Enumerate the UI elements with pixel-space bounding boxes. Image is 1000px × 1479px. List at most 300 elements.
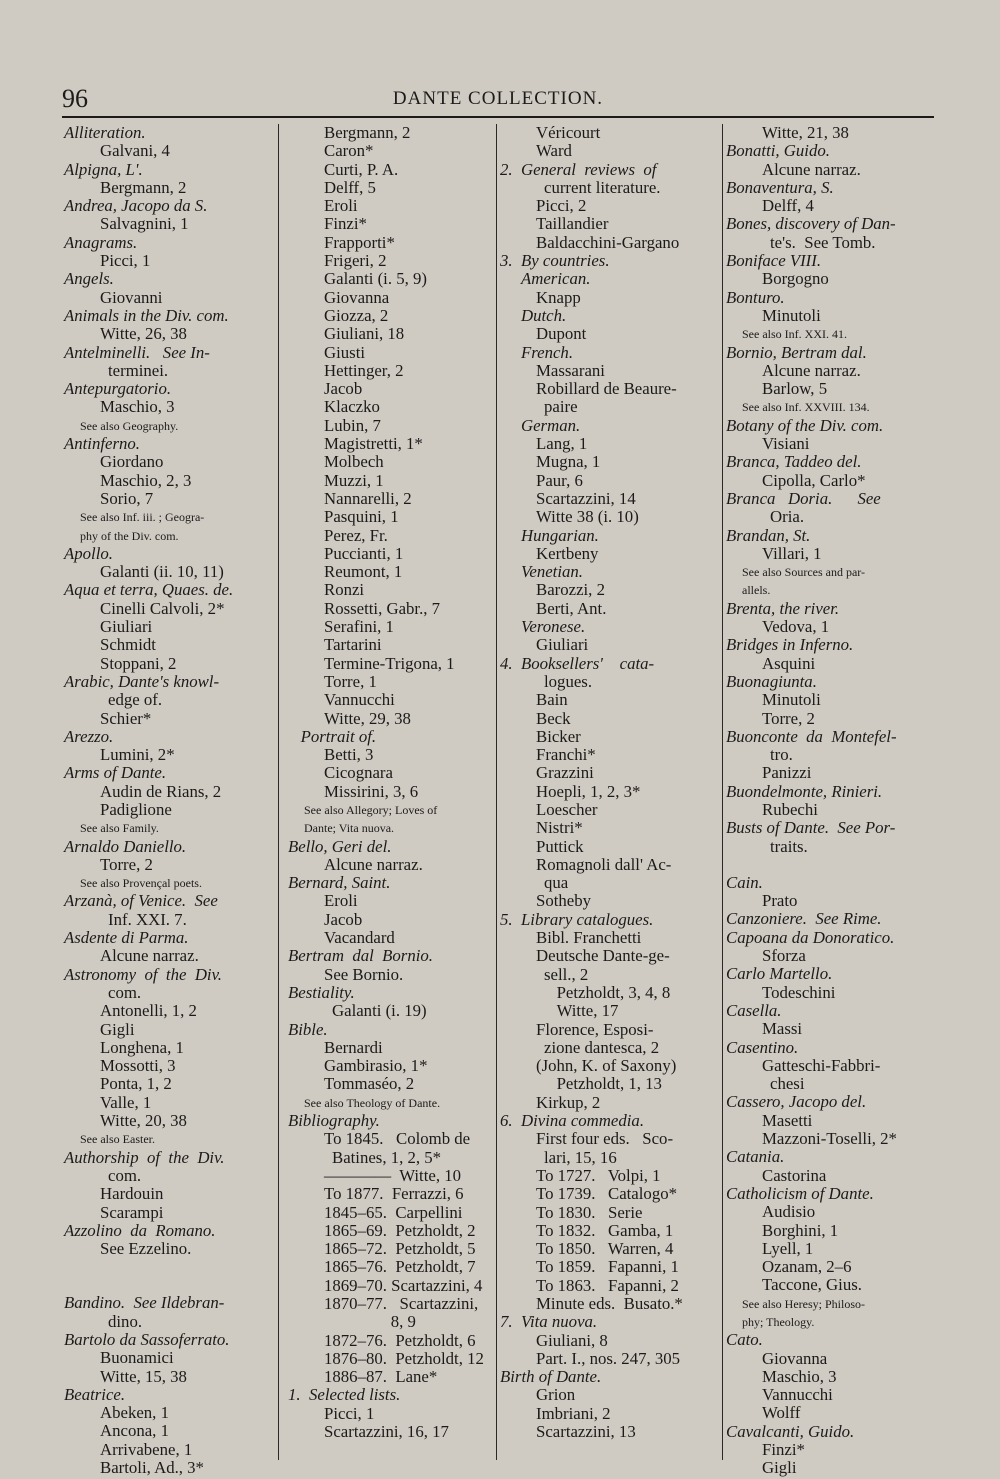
index-entry: Buonamici <box>100 1348 174 1368</box>
index-heading: Carlo Martello. <box>726 964 833 984</box>
see-also-note: See also Inf. XXVIII. 134. <box>742 400 870 415</box>
index-heading: Venetian. <box>500 562 583 582</box>
index-heading: American. <box>500 269 591 289</box>
index-entry: Serafini, 1 <box>324 617 394 637</box>
index-entry: Minutoli <box>762 305 821 325</box>
index-entry: To 1845. Colomb de <box>324 1129 471 1149</box>
index-entry: Alcune narraz. <box>762 360 861 380</box>
index-heading: Antinferno. <box>64 434 140 454</box>
index-heading: Casella. <box>726 1000 782 1020</box>
index-entry: To 1832. Gamba, 1 <box>536 1220 674 1240</box>
index-entry: Nannarelli, 2 <box>324 488 412 508</box>
index-entry: Sorio, 7 <box>100 488 154 508</box>
index-continuation: te's. See Tomb. <box>770 232 876 252</box>
index-heading: Antelminelli. See In- <box>64 342 210 362</box>
index-entry: Beck <box>536 708 571 728</box>
index-heading: Branca, Taddeo del. <box>726 452 862 472</box>
index-heading: Buonconte da Montefel- <box>726 726 897 746</box>
index-entry: Minutoli <box>762 690 821 710</box>
index-continuation: Inf. XXI. 7. <box>108 909 187 929</box>
index-entry: Klaczko <box>324 397 380 417</box>
index-entry: Longhena, 1 <box>100 1037 184 1057</box>
index-entry: See Bornio. <box>324 964 404 984</box>
index-heading: Bandino. See Ildebran- <box>64 1293 225 1313</box>
index-heading: Apollo. <box>64 543 113 563</box>
index-continuation: terminei. <box>108 360 169 380</box>
index-entry: Eroli <box>324 891 358 911</box>
index-entry: Giovanna <box>762 1348 828 1368</box>
index-heading: Bible. <box>288 1019 328 1039</box>
index-entry: Galanti (ii. 10, 11) <box>100 562 224 582</box>
index-entry: Hardouin <box>100 1184 164 1204</box>
see-also-note: See also Family. <box>80 821 159 836</box>
index-entry: Lang, 1 <box>536 434 588 454</box>
index-heading: Bornio, Bertram dal. <box>726 342 867 362</box>
index-entry: Giozza, 2 <box>324 305 389 325</box>
index-heading: Bonaventura, S. <box>726 177 834 197</box>
index-entry: Ozanam, 2–6 <box>762 1257 852 1277</box>
index-entry: Valle, 1 <box>100 1092 152 1112</box>
index-heading: 6. Divina commedia. <box>500 1111 645 1131</box>
see-also-note: See also Sources and par- <box>742 565 866 580</box>
index-entry: Vacandard <box>324 928 395 948</box>
index-entry: Lumini, 2* <box>100 745 175 765</box>
index-entry: Mugna, 1 <box>536 452 601 472</box>
index-heading: German. <box>500 415 581 435</box>
index-entry: Arrivabene, 1 <box>100 1439 193 1459</box>
index-entry: ———— Witte, 10 <box>324 1165 461 1185</box>
see-also-note: phy; Theology. <box>742 1315 815 1329</box>
index-entry: Visiani <box>762 434 810 454</box>
index-entry: Paur, 6 <box>536 470 583 490</box>
index-heading: Animals in the Div. com. <box>64 305 229 325</box>
index-entry: Bicker <box>536 726 581 746</box>
index-entry: Bartoli, Ad., 3* <box>100 1458 204 1478</box>
index-entry: Scartazzini, 14 <box>536 488 636 508</box>
index-entry: Scarampi <box>100 1202 164 1222</box>
index-heading: Bonatti, Guido. <box>726 141 830 161</box>
see-also-note: See also Inf. iii. ; Geogra- <box>80 510 205 525</box>
index-heading: Buondelmonte, Rinieri. <box>726 781 883 801</box>
index-entry: Tommaséo, 2 <box>324 1074 415 1094</box>
see-also-note: See also Allegory; Loves of <box>304 802 438 817</box>
index-continuation: tro. <box>770 745 793 765</box>
index-column-1 <box>64 123 274 1478</box>
index-entry: (John, K. of Saxony) <box>536 1056 677 1076</box>
index-entry: Deutsche Dante-ge- <box>536 946 670 966</box>
index-heading: Brenta, the river. <box>726 598 840 618</box>
index-entry: Gigli <box>100 1019 135 1039</box>
index-entry: Torre, 2 <box>762 708 815 728</box>
index-entry: Giovanna <box>324 287 390 307</box>
index-continuation: Galanti (i. 19) <box>332 1001 427 1021</box>
index-entry: Missirini, 3, 6 <box>324 781 419 801</box>
index-entry: Grion <box>536 1385 576 1405</box>
index-heading: Aqua et terra, Quaes. de. <box>64 580 234 600</box>
index-continuation: chesi <box>770 1074 805 1094</box>
index-entry: Frigeri, 2 <box>324 251 387 271</box>
page-header <box>62 84 934 114</box>
index-entry: Galvani, 4 <box>100 141 170 161</box>
header-rule <box>62 116 934 118</box>
index-entry: Frapporti* <box>324 232 395 252</box>
see-also-note: See also Theology of Dante. <box>304 1095 441 1110</box>
index-entry: Florence, Esposi- <box>536 1019 654 1039</box>
index-entry: Ronzi <box>324 580 365 600</box>
index-entry: Prato <box>762 891 798 911</box>
page-number: 96 <box>62 84 88 113</box>
index-entry: Sotheby <box>536 891 592 911</box>
index-entry: Villari, 1 <box>762 543 822 563</box>
index-entry: Cinelli Calvoli, 2* <box>100 598 225 618</box>
index-entry: Hettinger, 2 <box>324 360 404 380</box>
index-continuation: com. <box>108 1165 142 1185</box>
index-entry: Abeken, 1 <box>100 1403 169 1423</box>
index-continuation: traits. <box>770 836 808 856</box>
index-entry: Alcune narraz. <box>762 159 861 179</box>
index-continuation: Batines, 1, 2, 5* <box>332 1147 442 1167</box>
index-entry: Scartazzini, 13 <box>536 1422 636 1442</box>
index-entry: Finzi* <box>762 1440 805 1460</box>
index-entry: To 1863. Fapanni, 2 <box>536 1275 679 1295</box>
index-entry: Ward <box>536 141 572 161</box>
index-entry: 1865–76. Petzholdt, 7 <box>324 1257 476 1277</box>
index-column-4 <box>726 123 938 1478</box>
index-entry: Gatteschi-Fabbri- <box>762 1055 881 1075</box>
index-heading: Dutch. <box>500 305 567 325</box>
index-entry: 1865–72. Petzholdt, 5 <box>324 1239 476 1259</box>
index-entry: Mazzoni-Toselli, 2* <box>762 1129 897 1149</box>
index-entry: Witte, 20, 38 <box>100 1111 187 1131</box>
index-entry: Franchi* <box>536 745 596 765</box>
index-continuation: Petzholdt, 3, 4, 8 <box>544 982 671 1002</box>
index-entry: Hoepli, 1, 2, 3* <box>536 781 641 801</box>
index-heading: Antepurgatorio. <box>64 379 172 399</box>
index-entry: Ponta, 1, 2 <box>100 1074 172 1094</box>
index-continuation: Witte, 17 <box>544 1001 619 1021</box>
index-entry: Finzi* <box>324 214 367 234</box>
see-also-note: allels. <box>742 583 771 598</box>
index-entry: Alcune narraz. <box>324 854 423 874</box>
index-entry: Perez, Fr. <box>324 525 388 545</box>
index-entry: Witte, 15, 38 <box>100 1366 187 1386</box>
index-continuation: edge of. <box>108 690 163 710</box>
index-entry: Taillandier <box>536 214 609 234</box>
index-heading: Andrea, Jacopo da S. <box>64 196 208 216</box>
index-heading: Portrait of. <box>288 726 377 746</box>
index-heading: 1. Selected lists. <box>288 1385 401 1405</box>
index-heading: Asdente di Parma. <box>64 928 189 948</box>
index-heading: Arabic, Dante's knowl- <box>64 671 220 691</box>
index-entry: Ancona, 1 <box>100 1421 169 1441</box>
index-entry: Maschio, 3 <box>762 1366 837 1386</box>
index-heading: Casentino. <box>726 1037 799 1057</box>
index-entry: Schmidt <box>100 635 156 655</box>
index-entry: Schier* <box>100 708 152 728</box>
index-heading: Bertram dal Bornio. <box>288 946 433 966</box>
index-heading: Alliteration. <box>64 123 146 142</box>
index-continuation: com. <box>108 982 142 1002</box>
index-continuation: qua <box>544 873 569 893</box>
index-entry: Giuliani, 18 <box>324 324 405 344</box>
see-also-note: phy of the Div. com. <box>80 528 179 543</box>
index-heading: 7. Vita nuova. <box>500 1312 598 1332</box>
index-entry: Witte, 26, 38 <box>100 324 187 344</box>
index-heading: Bello, Geri del. <box>288 836 392 856</box>
index-entry: Dupont <box>536 324 587 344</box>
index-entry: Romagnoli dall' Ac- <box>536 854 672 874</box>
index-entry: 1865–69. Petzholdt, 2 <box>324 1220 476 1240</box>
index-entry: Magistretti, 1* <box>324 434 423 454</box>
index-continuation: paire <box>544 397 578 417</box>
index-entry: Maschio, 3 <box>100 397 175 417</box>
index-entry: Termine-Trigona, 1 <box>324 653 455 673</box>
index-heading: Cassero, Jacopo del. <box>726 1092 867 1112</box>
index-heading: Cain. <box>726 872 763 892</box>
index-column-3 <box>500 124 720 1469</box>
index-entry: Torre, 2 <box>100 854 153 874</box>
index-heading: Cavalcanti, Guido. <box>726 1421 855 1441</box>
index-heading: 4. Booksellers' cata- <box>500 653 655 673</box>
index-heading: Botany of the Div. com. <box>726 415 884 435</box>
index-entry: First four eds. Sco- <box>536 1129 674 1149</box>
index-entry: Sforza <box>762 946 806 966</box>
index-continuation: logues. <box>544 671 593 691</box>
index-entry: Kirkup, 2 <box>536 1092 601 1112</box>
index-entry: 1869–70. Scartazzini, 4 <box>324 1275 483 1295</box>
index-entry: Barozzi, 2 <box>536 580 605 600</box>
see-also-note: See also Heresy; Philoso- <box>742 1296 865 1311</box>
index-entry: Lubin, 7 <box>324 415 381 435</box>
index-entry: See Ezzelino. <box>100 1239 192 1259</box>
spacer <box>64 1276 274 1294</box>
index-entry: Eroli <box>324 196 358 216</box>
index-entry: Stoppani, 2 <box>100 653 177 673</box>
index-entry: Torre, 1 <box>324 671 377 691</box>
running-head: DANTE COLLECTION. <box>392 88 604 109</box>
index-continuation: lari, 15, 16 <box>544 1147 617 1167</box>
column-divider <box>496 124 497 1460</box>
index-heading: Bartolo da Sassoferrato. <box>64 1330 230 1349</box>
index-entry: Betti, 3 <box>324 745 374 765</box>
column-divider <box>278 124 279 1460</box>
index-entry: Bergmann, 2 <box>324 123 411 142</box>
index-entry: Rossetti, Gabr., 7 <box>324 598 441 618</box>
index-entry: Vannucchi <box>762 1385 833 1405</box>
index-heading: Arms of Dante. <box>64 763 167 783</box>
index-entry: Tartarini <box>324 635 382 655</box>
index-heading: Beatrice. <box>64 1384 126 1404</box>
index-entry: Audin de Rians, 2 <box>100 781 222 801</box>
index-heading: Catholicism of Dante. <box>726 1183 874 1203</box>
index-entry: Castorina <box>762 1165 827 1185</box>
index-entry: Reumont, 1 <box>324 562 403 582</box>
index-heading: Angels. <box>64 269 114 289</box>
index-heading: 2. General reviews of <box>500 159 657 179</box>
index-entry: Nistri* <box>536 818 583 838</box>
see-also-note: See also Easter. <box>80 1132 155 1147</box>
index-entry: To 1739. Catalogo* <box>536 1184 677 1204</box>
index-entry: Alcune narraz. <box>100 946 199 966</box>
index-entry: Mossotti, 3 <box>100 1056 176 1076</box>
index-entry: Salvagnini, 1 <box>100 214 189 234</box>
index-entry: Bibl. Franchetti <box>536 928 642 948</box>
index-entry: Jacob <box>324 909 363 929</box>
index-entry: Borghini, 1 <box>762 1220 839 1240</box>
index-entry: Jacob <box>324 379 363 399</box>
index-heading: Bonturo. <box>726 287 785 307</box>
index-entry: Muzzi, 1 <box>324 470 384 490</box>
index-entry: Rubechi <box>762 799 818 819</box>
index-entry: Giordano <box>100 452 164 472</box>
index-entry: Giuliani, 8 <box>536 1330 608 1350</box>
index-heading: Arzanà, of Venice. See <box>64 891 218 911</box>
index-entry: Berti, Ant. <box>536 598 607 618</box>
index-entry: Antonelli, 1, 2 <box>100 1001 197 1021</box>
index-entry: Picci, 2 <box>536 196 587 216</box>
index-continuation: current literature. <box>544 177 661 197</box>
index-entry: Witte 38 (i. 10) <box>536 507 639 527</box>
index-entry: Molbech <box>324 452 384 472</box>
index-entry: Giuliari <box>100 617 153 637</box>
index-heading: 5. Library catalogues. <box>500 909 654 929</box>
index-entry: 1876–80. Petzholdt, 12 <box>324 1348 484 1368</box>
index-entry: Asquini <box>762 653 816 673</box>
index-entry: Gigli <box>762 1458 797 1478</box>
index-entry: To 1877. Ferrazzi, 6 <box>324 1184 464 1204</box>
index-entry: Taccone, Gius. <box>762 1275 862 1295</box>
index-continuation: Oria. <box>770 507 805 527</box>
index-entry: 1845–65. Carpellini <box>324 1202 463 1222</box>
index-entry: Imbriani, 2 <box>536 1403 611 1423</box>
index-entry: Curti, P. A. <box>324 159 399 179</box>
index-entry: Delff, 5 <box>324 177 376 197</box>
see-also-note: Dante; Vita nuova. <box>304 821 395 836</box>
index-heading: Anagrams. <box>64 232 138 252</box>
index-heading: Astronomy of the Div. <box>64 964 222 984</box>
index-entry: Massi <box>762 1019 803 1039</box>
index-entry: Delff, 4 <box>762 196 814 216</box>
index-heading: Brandan, St. <box>726 525 811 545</box>
index-heading: Bridges in Inferno. <box>726 635 854 655</box>
index-heading: Bones, discovery of Dan- <box>726 214 896 234</box>
index-entry: Wolff <box>762 1403 801 1423</box>
index-entry: Borgogno <box>762 269 829 289</box>
index-entry: Grazzini <box>536 763 594 783</box>
index-entry: Masetti <box>762 1110 813 1130</box>
index-entry: Kertbeny <box>536 543 599 563</box>
index-entry: Galanti (i. 5, 9) <box>324 269 427 289</box>
index-heading: Branca Doria. See <box>726 488 881 508</box>
column-divider <box>722 124 723 1460</box>
index-entry: Giovanni <box>100 287 163 307</box>
index-entry: 1870–77. Scartazzini, <box>324 1294 479 1313</box>
index-entry: Audisio <box>762 1202 816 1222</box>
index-heading: Busts of Dante. See Por- <box>726 818 896 838</box>
index-continuation: Petzholdt, 1, 13 <box>544 1074 662 1094</box>
index-entry: Barlow, 5 <box>762 379 828 399</box>
index-entry: 1872–76. Petzholdt, 6 <box>324 1330 476 1350</box>
index-entry: Minute eds. Busato.* <box>536 1294 683 1313</box>
spacer <box>64 1258 274 1276</box>
index-entry: Knapp <box>536 287 581 307</box>
index-entry: Puttick <box>536 836 584 856</box>
index-entry: Vedova, 1 <box>762 617 830 637</box>
index-heading: Alpigna, L'. <box>64 159 143 179</box>
index-entry: Padiglione <box>100 799 172 819</box>
index-heading: Veronese. <box>500 617 586 637</box>
index-heading: French. <box>500 342 574 362</box>
index-entry: Robillard de Beaure- <box>536 379 677 399</box>
index-column-2 <box>288 124 496 1469</box>
index-entry: Todeschini <box>762 982 836 1002</box>
index-heading: Bernard, Saint. <box>288 873 391 893</box>
index-entry: Baldacchini-Gargano <box>536 232 680 252</box>
index-entry: Caron* <box>324 141 374 161</box>
index-heading: Bibliography. <box>288 1111 380 1131</box>
spacer <box>726 856 938 874</box>
index-entry: Picci, 1 <box>100 251 151 271</box>
index-heading: Catania. <box>726 1147 785 1167</box>
index-entry: To 1830. Serie <box>536 1202 643 1222</box>
index-entry: To 1727. Volpi, 1 <box>536 1165 661 1185</box>
index-heading: Boniface VIII. <box>726 251 822 271</box>
index-continuation: dino. <box>108 1311 143 1331</box>
index-entry: Cicognara <box>324 763 393 783</box>
index-entry: Vannucchi <box>324 690 395 710</box>
index-entry: Massarani <box>536 360 605 380</box>
index-heading: Arnaldo Daniello. <box>64 836 187 856</box>
index-entry: Panizzi <box>762 763 812 783</box>
index-heading: Arezzo. <box>64 726 114 746</box>
index-heading: Canzoniere. See Rime. <box>726 909 882 929</box>
see-also-note: See also Geography. <box>80 418 179 433</box>
index-heading: Azzolino da Romano. <box>64 1220 216 1240</box>
index-entry: Cipolla, Carlo* <box>762 470 866 490</box>
index-entry: Witte, 29, 38 <box>324 708 411 728</box>
index-entry: Pasquini, 1 <box>324 507 399 527</box>
index-entry: Giuliari <box>536 635 589 655</box>
see-also-note: See also Inf. XXI. 41. <box>742 327 847 342</box>
index-continuation: 8, 9 <box>332 1312 416 1332</box>
index-entry: Maschio, 2, 3 <box>100 470 192 490</box>
index-entry: Witte, 21, 38 <box>762 123 849 142</box>
index-entry: Bernardi <box>324 1037 383 1057</box>
index-entry: Scartazzini, 16, 17 <box>324 1422 449 1442</box>
index-entry: To 1859. Fapanni, 1 <box>536 1257 679 1277</box>
index-entry: Loescher <box>536 799 598 819</box>
index-continuation: sell., 2 <box>544 964 589 984</box>
index-entry: Giusti <box>324 342 366 362</box>
index-heading: 3. By countries. <box>500 251 610 271</box>
index-continuation: zione dantesca, 2 <box>544 1037 660 1057</box>
index-heading: Authorship of the Div. <box>64 1147 225 1167</box>
index-entry: Véricourt <box>536 123 601 142</box>
index-heading: Hungarian. <box>500 525 599 545</box>
index-entry: Lyell, 1 <box>762 1238 814 1258</box>
index-heading: Birth of Dante. <box>500 1367 602 1387</box>
index-entry: Bain <box>536 690 568 710</box>
index-entry: Bergmann, 2 <box>100 177 187 197</box>
index-entry: Gambirasio, 1* <box>324 1056 428 1076</box>
see-also-note: See also Provençal poets. <box>80 876 202 891</box>
index-entry: 1886–87. Lane* <box>324 1367 438 1387</box>
index-entry: Picci, 1 <box>324 1403 375 1423</box>
index-entry: Part. I., nos. 247, 305 <box>536 1348 681 1368</box>
index-heading: Buonagiunta. <box>726 671 817 691</box>
index-heading: Bestiality. <box>288 982 355 1002</box>
index-heading: Cato. <box>726 1330 763 1350</box>
